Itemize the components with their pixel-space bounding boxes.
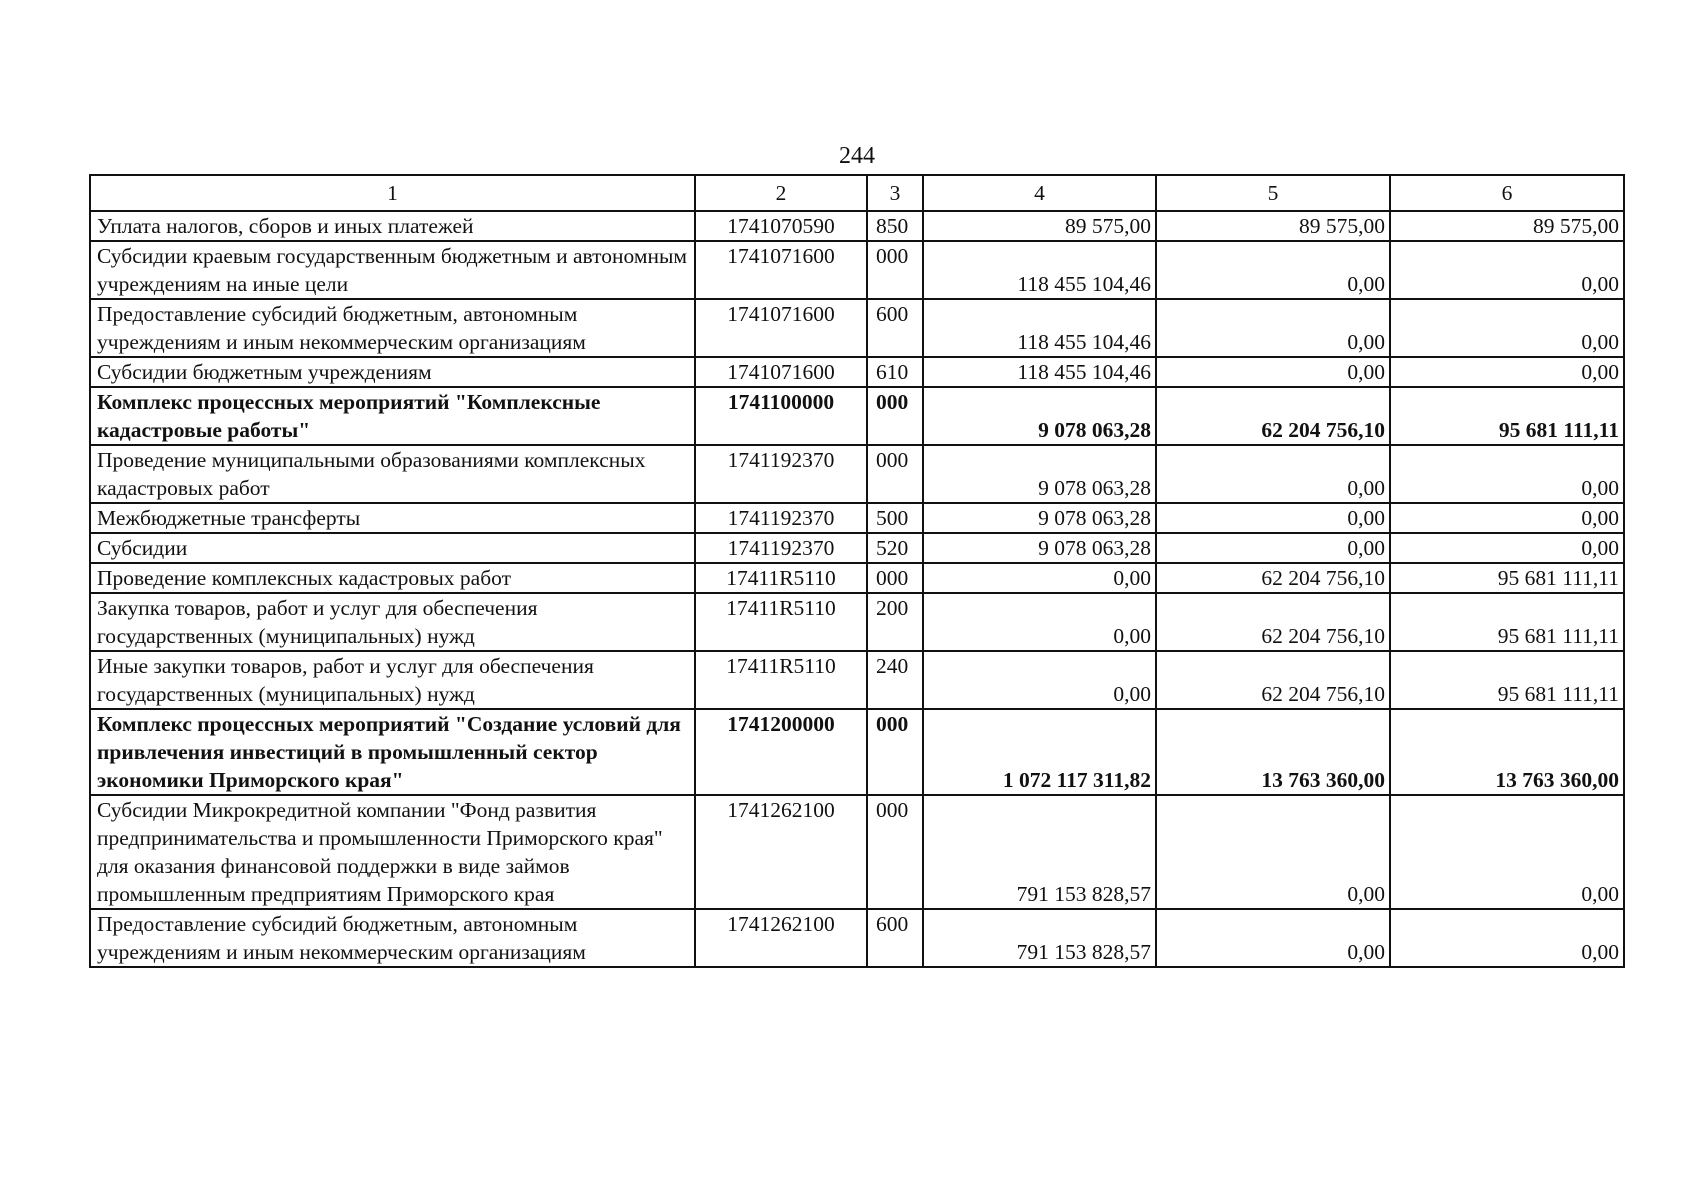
row-amount-4-cell: 89 575,00 xyxy=(923,211,1156,241)
row-vr-cell: 600 xyxy=(867,299,923,357)
row-amount-5-cell: 62 204 756,10 xyxy=(1156,651,1390,709)
row-amount-6-cell: 0,00 xyxy=(1390,533,1624,563)
row-vr-cell: 240 xyxy=(867,651,923,709)
row-vr-cell: 200 xyxy=(867,593,923,651)
row-code-cell: 1741192370 xyxy=(695,503,867,533)
row-amount-6-cell: 95 681 111,11 xyxy=(1390,593,1624,651)
budget-table xyxy=(89,174,1625,968)
row-name-cell: Комплекс процессных мероприятий "Создание условий для привлечения инвестиций в промышленный сектор экономики Приморского края" xyxy=(90,709,695,795)
row-amount-5-cell: 0,00 xyxy=(1156,445,1390,503)
row-name-cell: Субсидии xyxy=(90,533,695,563)
table-row xyxy=(90,709,1624,795)
row-code-cell: 1741071600 xyxy=(695,241,867,299)
column-header-amount-6: 6 xyxy=(1390,175,1624,211)
row-code-cell: 1741192370 xyxy=(695,533,867,563)
table-row xyxy=(90,795,1624,909)
table-row xyxy=(90,503,1624,533)
row-name-cell: Межбюджетные трансферты xyxy=(90,503,695,533)
row-name-cell: Комплекс процессных мероприятий "Комплексные кадастровые работы" xyxy=(90,387,695,445)
row-amount-6-cell: 0,00 xyxy=(1390,357,1624,387)
row-amount-5-cell: 62 204 756,10 xyxy=(1156,387,1390,445)
row-amount-6-cell: 0,00 xyxy=(1390,241,1624,299)
row-amount-4-cell: 1 072 117 311,82 xyxy=(923,709,1156,795)
row-amount-4-cell: 791 153 828,57 xyxy=(923,795,1156,909)
row-amount-4-cell: 118 455 104,46 xyxy=(923,299,1156,357)
row-amount-5-cell: 89 575,00 xyxy=(1156,211,1390,241)
row-name-cell: Закупка товаров, работ и услуг для обеспечения государственных (муниципальных) нужд xyxy=(90,593,695,651)
budget-table-body xyxy=(90,211,1624,967)
table-row xyxy=(90,909,1624,967)
row-amount-6-cell: 0,00 xyxy=(1390,795,1624,909)
row-amount-4-cell: 9 078 063,28 xyxy=(923,533,1156,563)
row-code-cell: 1741262100 xyxy=(695,909,867,967)
table-row xyxy=(90,357,1624,387)
row-name-cell: Предоставление субсидий бюджетным, автономным учреждениям и иным некоммерческим организациям xyxy=(90,909,695,967)
column-header-code: 2 xyxy=(695,175,867,211)
row-vr-cell: 000 xyxy=(867,241,923,299)
table-row xyxy=(90,563,1624,593)
column-header-amount-5: 5 xyxy=(1156,175,1390,211)
row-amount-4-cell: 0,00 xyxy=(923,563,1156,593)
row-code-cell: 1741100000 xyxy=(695,387,867,445)
column-header-name: 1 xyxy=(90,175,695,211)
table-row xyxy=(90,593,1624,651)
row-amount-6-cell: 95 681 111,11 xyxy=(1390,563,1624,593)
row-amount-4-cell: 9 078 063,28 xyxy=(923,387,1156,445)
row-amount-4-cell: 0,00 xyxy=(923,593,1156,651)
table-row xyxy=(90,211,1624,241)
column-header-vr: 3 xyxy=(867,175,923,211)
row-vr-cell: 000 xyxy=(867,709,923,795)
row-code-cell: 1741071600 xyxy=(695,299,867,357)
row-amount-6-cell: 13 763 360,00 xyxy=(1390,709,1624,795)
row-amount-4-cell: 9 078 063,28 xyxy=(923,503,1156,533)
row-amount-6-cell: 89 575,00 xyxy=(1390,211,1624,241)
row-code-cell: 1741192370 xyxy=(695,445,867,503)
row-vr-cell: 000 xyxy=(867,563,923,593)
row-vr-cell: 610 xyxy=(867,357,923,387)
row-name-cell: Субсидии бюджетным учреждениям xyxy=(90,357,695,387)
row-vr-cell: 000 xyxy=(867,795,923,909)
row-name-cell: Проведение комплексных кадастровых работ xyxy=(90,563,695,593)
row-vr-cell: 500 xyxy=(867,503,923,533)
row-name-cell: Субсидии краевым государственным бюджетным и автономным учреждениям на иные цели xyxy=(90,241,695,299)
row-name-cell: Субсидии Микрокредитной компании "Фонд развития предпринимательства и промышленности Приморского края" для оказания финансовой поддержки в виде займов промышленным предприятиям Приморского края xyxy=(90,795,695,909)
row-code-cell: 1741070590 xyxy=(695,211,867,241)
row-amount-6-cell: 0,00 xyxy=(1390,909,1624,967)
row-amount-4-cell: 791 153 828,57 xyxy=(923,909,1156,967)
row-name-cell: Иные закупки товаров, работ и услуг для обеспечения государственных (муниципальных) нужд xyxy=(90,651,695,709)
row-amount-4-cell: 118 455 104,46 xyxy=(923,357,1156,387)
row-amount-5-cell: 0,00 xyxy=(1156,533,1390,563)
row-vr-cell: 520 xyxy=(867,533,923,563)
row-amount-5-cell: 13 763 360,00 xyxy=(1156,709,1390,795)
row-amount-5-cell: 0,00 xyxy=(1156,299,1390,357)
row-amount-6-cell: 0,00 xyxy=(1390,445,1624,503)
table-row xyxy=(90,445,1624,503)
table-header-row xyxy=(90,175,1624,211)
table-row xyxy=(90,387,1624,445)
row-name-cell: Предоставление субсидий бюджетным, автономным учреждениям и иным некоммерческим организациям xyxy=(90,299,695,357)
row-amount-5-cell: 0,00 xyxy=(1156,795,1390,909)
table-row xyxy=(90,651,1624,709)
row-code-cell: 17411R5110 xyxy=(695,563,867,593)
row-name-cell: Проведение муниципальными образованиями комплексных кадастровых работ xyxy=(90,445,695,503)
column-header-amount-4: 4 xyxy=(923,175,1156,211)
row-name-cell: Уплата налогов, сборов и иных платежей xyxy=(90,211,695,241)
row-amount-5-cell: 0,00 xyxy=(1156,241,1390,299)
table-row xyxy=(90,299,1624,357)
row-amount-5-cell: 0,00 xyxy=(1156,357,1390,387)
row-vr-cell: 850 xyxy=(867,211,923,241)
row-code-cell: 1741071600 xyxy=(695,357,867,387)
row-code-cell: 17411R5110 xyxy=(695,593,867,651)
row-vr-cell: 000 xyxy=(867,387,923,445)
row-amount-5-cell: 0,00 xyxy=(1156,909,1390,967)
row-amount-6-cell: 95 681 111,11 xyxy=(1390,651,1624,709)
row-amount-6-cell: 0,00 xyxy=(1390,503,1624,533)
row-amount-4-cell: 0,00 xyxy=(923,651,1156,709)
row-code-cell: 1741262100 xyxy=(695,795,867,909)
row-amount-5-cell: 0,00 xyxy=(1156,503,1390,533)
row-amount-4-cell: 118 455 104,46 xyxy=(923,241,1156,299)
row-amount-5-cell: 62 204 756,10 xyxy=(1156,563,1390,593)
row-vr-cell: 600 xyxy=(867,909,923,967)
table-row xyxy=(90,533,1624,563)
row-vr-cell: 000 xyxy=(867,445,923,503)
row-code-cell: 17411R5110 xyxy=(695,651,867,709)
row-amount-6-cell: 95 681 111,11 xyxy=(1390,387,1624,445)
row-amount-4-cell: 9 078 063,28 xyxy=(923,445,1156,503)
table-row xyxy=(90,241,1624,299)
row-code-cell: 1741200000 xyxy=(695,709,867,795)
row-amount-6-cell: 0,00 xyxy=(1390,299,1624,357)
row-amount-5-cell: 62 204 756,10 xyxy=(1156,593,1390,651)
page-number: 244 xyxy=(839,143,875,169)
